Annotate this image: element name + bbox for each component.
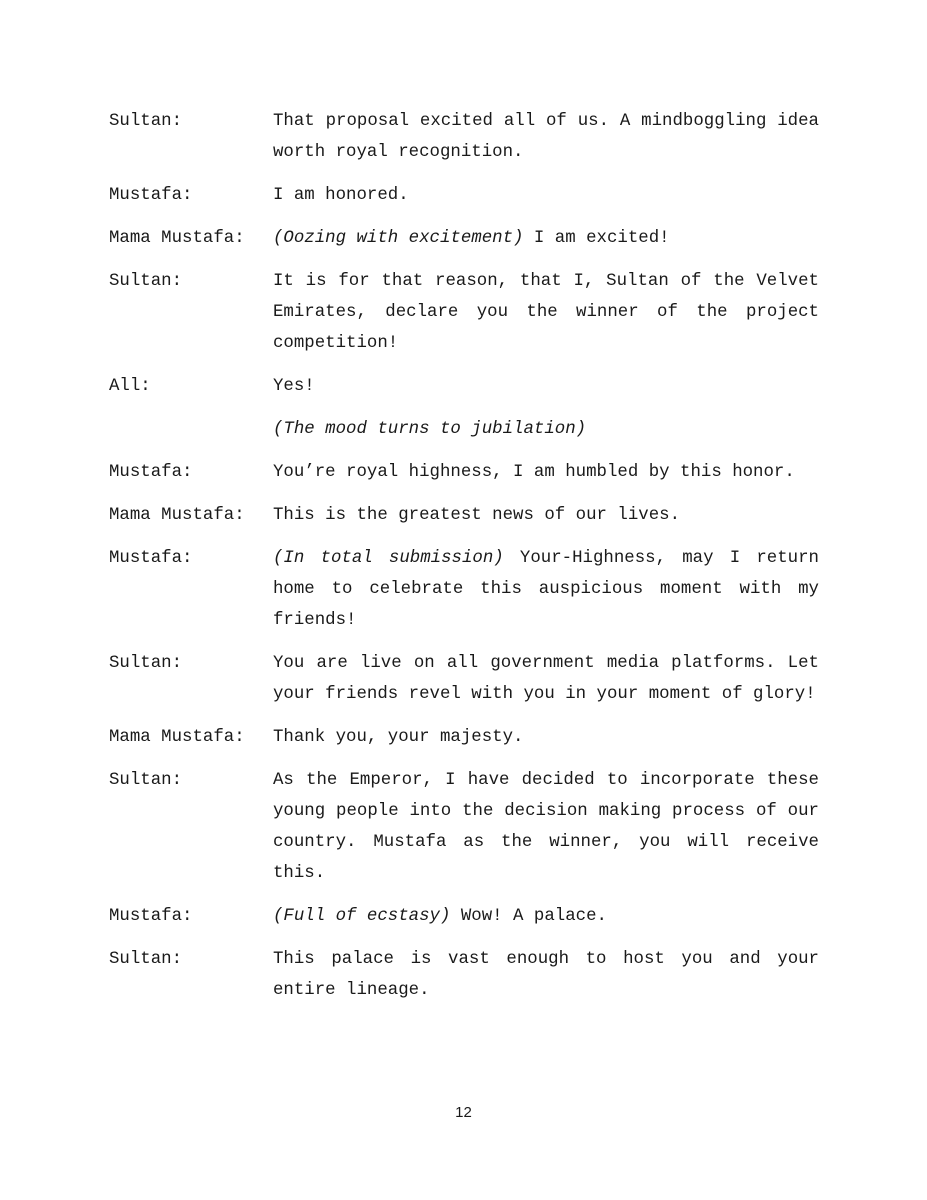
dialogue-text: As the Emperor, I have decided to incorporate these young people into the decision making process of our country. Mustafa as the winner, you will receive this. xyxy=(273,771,819,883)
dialogue-text: Thank you, your majesty. xyxy=(273,728,524,747)
dialogue-entry xyxy=(109,500,819,531)
speaker-name: Sultan: xyxy=(109,112,183,131)
dialogue-entry xyxy=(109,543,819,636)
dialogue-text: That proposal excited all of us. A mindboggling idea worth royal recognition. xyxy=(273,112,819,162)
speaker-name: Sultan: xyxy=(109,771,183,790)
dialogue-line xyxy=(273,106,819,168)
dialogue-text: This is the greatest news of our lives. xyxy=(273,506,681,525)
dialogue-text: You are live on all government media platforms. Let your friends revel with you in your moment of glory! xyxy=(273,654,819,704)
speaker-name: Mama Mustafa: xyxy=(109,229,245,248)
dialogue-entry xyxy=(109,106,819,168)
dialogue-line xyxy=(273,223,819,254)
dialogue-line xyxy=(273,901,819,932)
dialogue-line xyxy=(273,500,819,531)
dialogue-line xyxy=(273,457,819,488)
dialogue-entry xyxy=(109,414,819,445)
dialogue-line xyxy=(273,722,819,753)
dialogue-entry xyxy=(109,944,819,1006)
dialogue-entry xyxy=(109,901,819,932)
page-number: 12 xyxy=(455,1104,472,1121)
dialogue-entry xyxy=(109,371,819,402)
dialogue-entry xyxy=(109,457,819,488)
dialogue-text: It is for that reason, that I, Sultan of the Velvet Emirates, declare you the winner of the project competition! xyxy=(273,272,819,353)
dialogue-text: I am excited! xyxy=(523,229,670,248)
stage-direction: (In total submission) xyxy=(273,549,504,568)
dialogue-text: This palace is vast enough to host you and your entire lineage. xyxy=(273,950,819,1000)
speaker-name: Mustafa: xyxy=(109,907,193,926)
dialogue-entry xyxy=(109,722,819,753)
speaker-name: Sultan: xyxy=(109,272,183,291)
stage-direction: (The mood turns to jubilation) xyxy=(273,420,587,439)
speaker-name: All: xyxy=(109,377,151,396)
speaker-name: Mustafa: xyxy=(109,549,193,568)
dialogue-line xyxy=(273,180,819,211)
dialogue-line xyxy=(273,543,819,636)
dialogue-line xyxy=(273,266,819,359)
dialogue-line xyxy=(273,944,819,1006)
speaker-name: Mama Mustafa: xyxy=(109,506,245,525)
speaker-name: Sultan: xyxy=(109,654,183,673)
dialogue-entry xyxy=(109,266,819,359)
dialogue-text: Your-Highness, may I return home to celebrate this auspicious moment with my friends! xyxy=(273,549,819,630)
stage-direction: (Full of ecstasy) xyxy=(273,907,451,926)
dialogue-entry xyxy=(109,765,819,889)
dialogue-entry xyxy=(109,180,819,211)
dialogue-text: Wow! A palace. xyxy=(450,907,607,926)
speaker-name: Mustafa: xyxy=(109,463,193,482)
dialogue-line xyxy=(273,414,819,445)
speaker-name: Mama Mustafa: xyxy=(109,728,245,747)
dialogue-entry xyxy=(109,648,819,710)
dialogue-text: You’re royal highness, I am humbled by this honor. xyxy=(273,463,795,482)
dialogue-line xyxy=(273,648,819,710)
stage-direction: (Oozing with excitement) xyxy=(273,229,524,248)
speaker-name: Mustafa: xyxy=(109,186,193,205)
script-dialogue xyxy=(109,106,819,1018)
dialogue-entry xyxy=(109,223,819,254)
dialogue-line xyxy=(273,765,819,889)
speaker-name: Sultan: xyxy=(109,950,183,969)
dialogue-text: I am honored. xyxy=(273,186,409,205)
dialogue-text: Yes! xyxy=(273,377,315,396)
dialogue-line xyxy=(273,371,819,402)
